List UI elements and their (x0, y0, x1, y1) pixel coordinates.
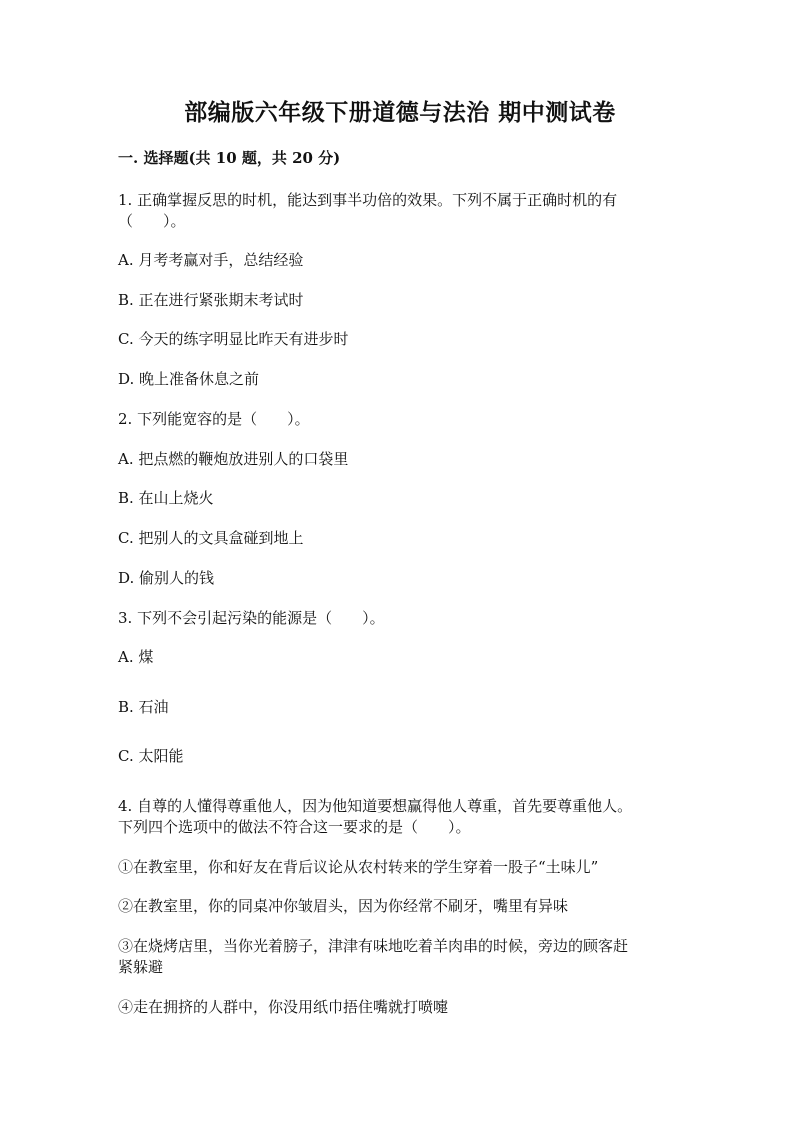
question-1-option-d: D. 晚上准备休息之前 (118, 370, 260, 388)
question-2-option-b: B. 在山上烧火 (118, 489, 214, 507)
question-4-statement-1: ①在教室里，你和好友在背后议论从农村转来的学生穿着一股子“土味儿” (118, 858, 599, 876)
question-3-option-b: B. 石油 (118, 698, 169, 716)
question-2-stem: 2. 下列能宽容的是（ ）。 (118, 410, 310, 428)
document-title: 部编版六年级下册道德与法治 期中测试卷 (184, 99, 616, 126)
question-2-option-c: C. 把别人的文具盒碰到地上 (118, 529, 304, 547)
question-2-option-a: A. 把点燃的鞭炮放进别人的口袋里 (118, 450, 349, 468)
question-4-statement-3-line-1: ③在烧烤店里，当你光着膀子，津津有味地吃着羊肉串的时候，旁边的顾客赶 (118, 937, 629, 955)
question-2-option-d: D. 偷别人的钱 (118, 569, 215, 587)
question-1-stem-line-2: （ ）。 (118, 212, 186, 230)
question-1-option-a: A. 月考考赢对手，总结经验 (118, 251, 304, 269)
question-3-stem: 3. 下列不会引起污染的能源是（ ）。 (118, 609, 385, 627)
question-3-option-c: C. 太阳能 (118, 747, 184, 765)
question-4-statement-3-line-2: 紧躲避 (118, 958, 164, 976)
question-1-option-c: C. 今天的练字明显比昨天有进步时 (118, 330, 349, 348)
question-1-stem-line-1: 1. 正确掌握反思的时机，能达到事半功倍的效果。下列不属于正确时机的有 (118, 191, 618, 209)
section-heading: 一. 选择题(共 10 题，共 20 分) (118, 149, 341, 167)
question-1-option-b: B. 正在进行紧张期末考试时 (118, 291, 304, 309)
question-4-stem-line-1: 4. 自尊的人懂得尊重他人，因为他知道要想赢得他人尊重，首先要尊重他人。 (118, 797, 633, 815)
question-3-option-a: A. 煤 (118, 648, 154, 666)
question-4-statement-2: ②在教室里，你的同桌冲你皱眉头，因为你经常不刷牙，嘴里有异味 (118, 897, 569, 915)
question-4-statement-4: ④走在拥挤的人群中，你没用纸巾捂住嘴就打喷嚏 (118, 998, 449, 1016)
question-4-stem-line-2: 下列四个选项中的做法不符合这一要求的是（ ）。 (118, 818, 471, 836)
